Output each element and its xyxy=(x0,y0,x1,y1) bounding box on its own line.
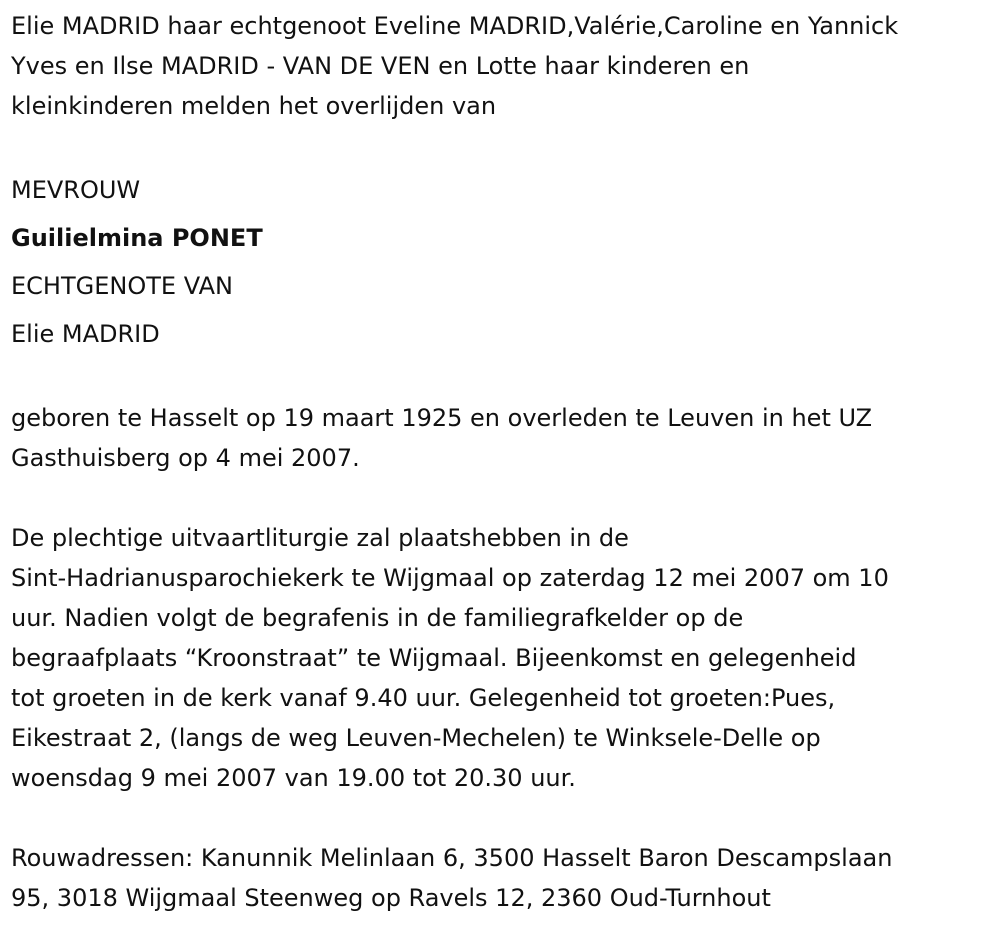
birth-death-line: Gasthuisberg op 4 mei 2007. xyxy=(11,444,360,472)
ceremony-line: uur. Nadien volgt de begrafenis in de familiegrafkelder op de xyxy=(11,604,744,632)
spacer xyxy=(11,126,996,166)
addresses-paragraph xyxy=(11,838,996,918)
ceremony-line: Sint-Hadrianusparochiekerk te Wijgmaal op zaterdag 12 mei 2007 om 10 xyxy=(11,564,889,592)
spacer xyxy=(11,478,996,518)
intro-paragraph xyxy=(11,6,996,126)
deceased-block xyxy=(11,166,996,358)
intro-line: Elie MADRID haar echtgenoot Eveline MADRID,Valérie,Caroline en Yannick xyxy=(11,12,899,40)
deceased-relation: ECHTGENOTE VAN xyxy=(11,272,233,300)
birth-death-paragraph xyxy=(11,398,996,478)
spacer xyxy=(11,798,996,838)
ceremony-paragraph xyxy=(11,518,996,798)
intro-line: kleinkinderen melden het overlijden van xyxy=(11,92,497,120)
address-line: 95, 3018 Wijgmaal Steenweg op Ravels 12, 2360 Oud-Turnhout xyxy=(11,884,771,912)
deceased-title: MEVROUW xyxy=(11,176,141,204)
ceremony-line: De plechtige uitvaartliturgie zal plaatshebben in de xyxy=(11,524,629,552)
ceremony-line: Eikestraat 2, (langs de weg Leuven-Mechelen) te Winksele-Delle op xyxy=(11,724,821,752)
ceremony-line: tot groeten in de kerk vanaf 9.40 uur. Gelegenheid tot groeten:Pues, xyxy=(11,684,836,712)
ceremony-line: woensdag 9 mei 2007 van 19.00 tot 20.30 uur. xyxy=(11,764,576,792)
deceased-name: Guilielmina PONET xyxy=(11,224,263,252)
intro-line: Yves en Ilse MADRID - VAN DE VEN en Lotte haar kinderen en xyxy=(11,52,750,80)
spacer xyxy=(11,358,996,398)
birth-death-line: geboren te Hasselt op 19 maart 1925 en overleden te Leuven in het UZ xyxy=(11,404,873,432)
obituary-notice xyxy=(11,6,996,918)
deceased-spouse: Elie MADRID xyxy=(11,320,160,348)
ceremony-line: begraafplaats “Kroonstraat” te Wijgmaal. Bijeenkomst en gelegenheid xyxy=(11,644,857,672)
address-line: Rouwadressen: Kanunnik Melinlaan 6, 3500 Hasselt Baron Descampslaan xyxy=(11,844,893,872)
